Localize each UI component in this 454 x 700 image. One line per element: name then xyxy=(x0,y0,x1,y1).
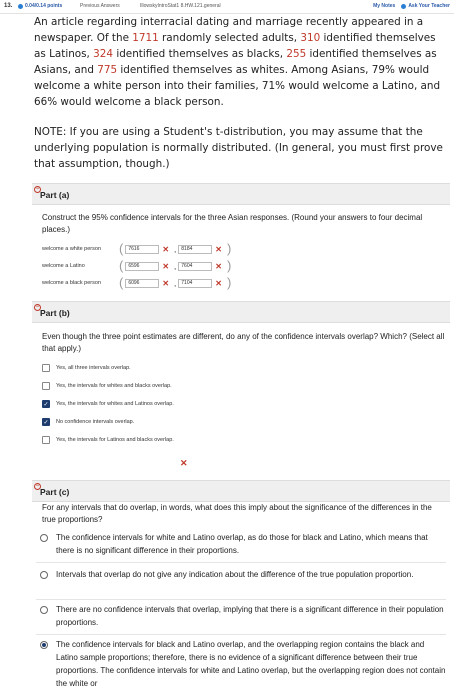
value-blacks: 324 xyxy=(93,48,114,60)
part-b-option[interactable] xyxy=(42,398,174,410)
ci-row-latino: welcome a Latino ( 6596 ✕ , 7604 ✕ ) xyxy=(42,258,232,273)
incorrect-icon: ✕ xyxy=(215,261,222,271)
problem-text-3: identified themselves as Latinos, xyxy=(34,32,436,60)
incorrect-icon: ✕ xyxy=(162,261,170,271)
part-b-option[interactable] xyxy=(42,362,131,374)
problem-text-4: identified themselves as blacks, xyxy=(113,48,287,60)
question-number: 13. xyxy=(4,3,13,9)
ci-lower-input[interactable]: 6596 xyxy=(125,262,159,271)
ci-label: welcome a black person xyxy=(42,280,102,286)
radio-button[interactable] xyxy=(40,571,48,579)
ci-upper-input[interactable]: 7604 xyxy=(178,262,212,271)
ci-label: welcome a Latino xyxy=(42,263,85,269)
part-c-question: For any intervals that do overlap, in words, what does this imply about the significance of the differences in the true proportions? xyxy=(42,503,432,524)
my-notes-label: My Notes xyxy=(373,3,396,9)
problem-text-6: identified themselves as whites. Among Asians, 79% would welcome a white person into their families, 71% would welcome a Latino, and 66% would welcome a black person. xyxy=(34,64,441,108)
my-notes-button[interactable] xyxy=(373,3,395,9)
option-label: Yes, all three intervals overlap. xyxy=(56,365,131,371)
part-b-option[interactable] xyxy=(42,380,172,392)
incorrect-icon: ✕ xyxy=(162,278,170,288)
value-total: 1711 xyxy=(132,32,159,44)
checkbox-checked[interactable]: ✓ xyxy=(43,419,49,426)
part-b-option[interactable] xyxy=(42,434,174,446)
radio-button[interactable] xyxy=(40,606,48,614)
part-a-title: Part (a) xyxy=(40,190,70,200)
divider xyxy=(36,634,446,635)
option-label: No confidence intervals overlap. xyxy=(56,419,135,425)
ask-teacher-icon xyxy=(401,4,406,9)
ask-teacher-label: Ask Your Teacher xyxy=(408,3,450,9)
ci-label: welcome a white person xyxy=(42,246,102,252)
points-icon xyxy=(18,4,23,9)
part-c-option[interactable] xyxy=(36,603,446,629)
part-b-header[interactable] xyxy=(32,301,450,323)
divider xyxy=(36,599,446,600)
option-label: Yes, the intervals for whites and blacks overlap. xyxy=(56,383,172,389)
ci-lower-input[interactable]: 7616 xyxy=(125,245,159,254)
divider xyxy=(36,562,446,563)
part-a-header[interactable] xyxy=(32,183,450,205)
ci-row-black: welcome a black person ( 6096 ✕ , 7104 ✕ ) xyxy=(42,275,232,290)
points-indicator xyxy=(18,3,62,9)
part-c-option[interactable] xyxy=(36,531,446,557)
question-header-bar xyxy=(0,0,454,14)
collapse-icon[interactable]: − xyxy=(35,304,40,310)
ask-teacher-button[interactable] xyxy=(401,3,450,9)
ci-row-white: welcome a white person ( 7616 ✕ , 8184 ✕ ) xyxy=(42,241,232,256)
collapse-icon[interactable]: − xyxy=(35,483,40,489)
value-latinos: 310 xyxy=(300,32,321,44)
incorrect-icon: ✕ xyxy=(162,244,170,254)
breadcrumb: IllowskyIntroStat1 8.HW.121.general xyxy=(140,3,221,9)
problem-text-5: identified themselves as Asians, and xyxy=(34,48,437,76)
checkbox[interactable] xyxy=(42,364,50,372)
part-c-title: Part (c) xyxy=(40,487,70,497)
part-c-option[interactable] xyxy=(36,568,446,581)
radio-button[interactable] xyxy=(40,534,48,542)
part-b-title: Part (b) xyxy=(40,308,70,318)
part-b-option[interactable] xyxy=(42,416,134,428)
ci-upper-input[interactable]: 7104 xyxy=(178,279,212,288)
problem-text-1: An article regarding interracial dating and marriage recently appeared in a newspaper. Of the xyxy=(34,16,424,44)
part-c-option[interactable] xyxy=(36,638,446,690)
checkbox[interactable] xyxy=(42,436,50,444)
incorrect-icon: ✕ xyxy=(215,244,222,254)
ci-lower-input[interactable]: 6096 xyxy=(125,279,159,288)
checkbox[interactable] xyxy=(42,382,50,390)
collapse-icon[interactable]: − xyxy=(35,186,40,192)
value-whites: 775 xyxy=(97,64,118,76)
incorrect-icon: ✕ xyxy=(215,278,222,288)
option-label: Yes, the intervals for Latinos and blacks overlap. xyxy=(56,437,174,443)
checkbox-checked[interactable]: ✓ xyxy=(43,401,49,408)
part-c-header[interactable] xyxy=(32,480,450,502)
problem-statement xyxy=(34,14,448,110)
option-label: The confidence intervals for white and Latino overlap, as do those for black and Latino, which means that there is no significant difference in their proportions. xyxy=(56,533,428,555)
incorrect-icon: ✕ xyxy=(180,458,188,468)
problem-text-2: randomly selected adults, xyxy=(158,32,301,44)
option-label: Intervals that overlap do not give any indication about the difference of the true population proportion. xyxy=(56,570,414,579)
part-a-question: Construct the 95% confidence intervals for the three Asian responses. (Round your answers to four decimal places.) xyxy=(42,213,423,234)
points-text: 0.04/0.14 points xyxy=(25,3,63,9)
radio-button-selected[interactable] xyxy=(40,641,48,649)
problem-note: NOTE: If you are using a Student's t-distribution, you may assume that the underlying population is normally distributed. (In general, you must first prove that assumption, though.) xyxy=(34,126,443,170)
option-label: There are no confidence intervals that overlap, implying that there is a significant difference in their population proportions. xyxy=(56,605,444,627)
ci-upper-input[interactable]: 8184 xyxy=(178,245,212,254)
option-label: The confidence intervals for black and Latino overlap, and the overlapping region contains the black and Latino sample proportions; therefore, there is no evidence of a significant difference between their true proportions. The confidence intervals for white and Latino overlap, but the overlapping region does not contain the white or xyxy=(56,640,446,688)
part-b-question: Even though the three point estimates are different, do any of the confidence intervals overlap? Which? (Select all that apply.) xyxy=(42,332,445,353)
value-asians: 255 xyxy=(286,48,307,60)
option-label: Yes, the intervals for whites and Latinos overlap. xyxy=(56,401,174,407)
previous-answers-link[interactable]: Previous Answers xyxy=(80,3,120,9)
